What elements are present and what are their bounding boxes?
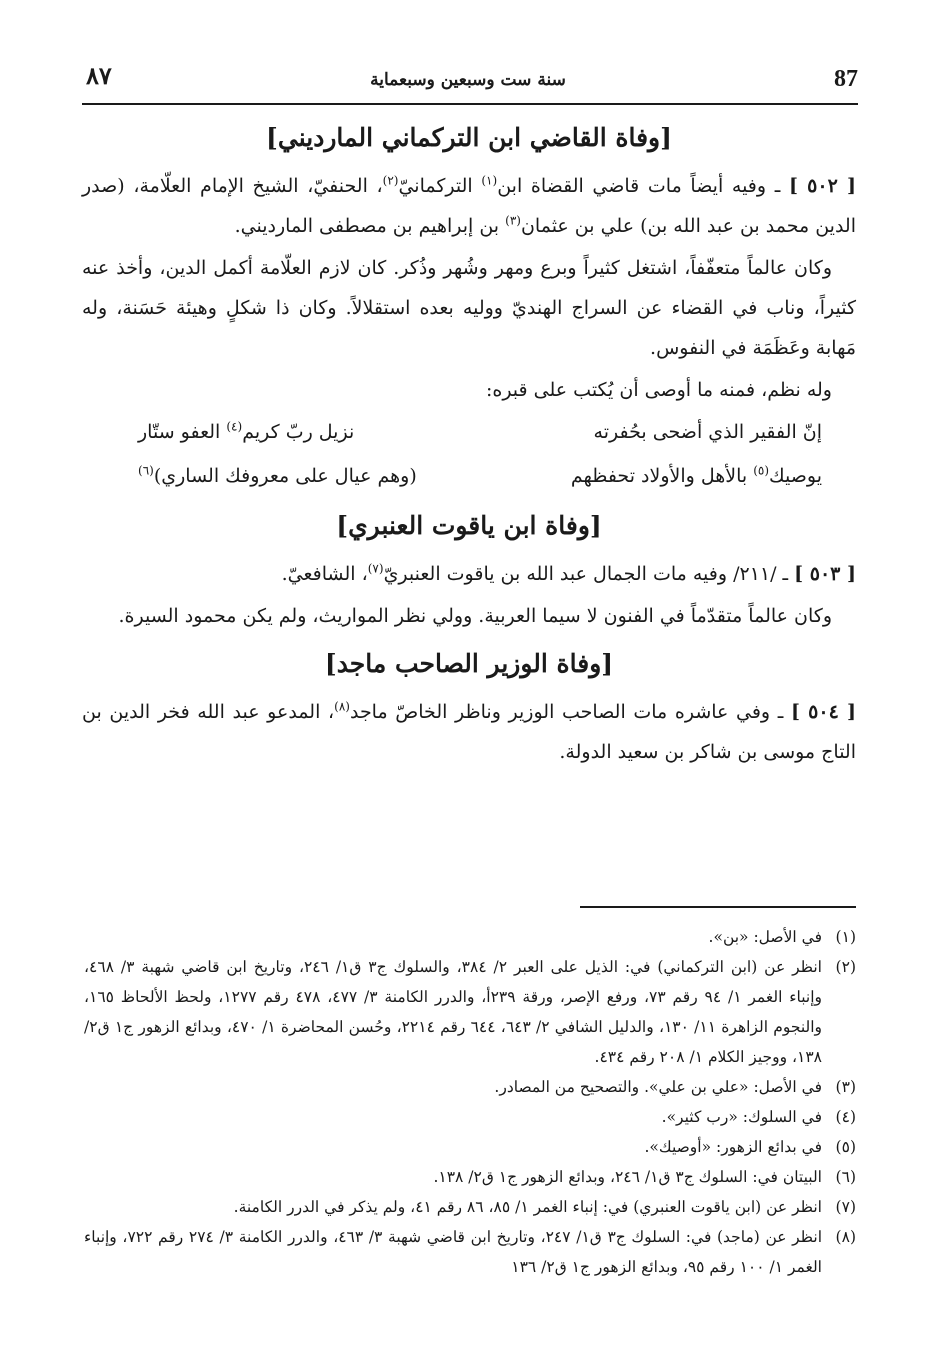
entry-text: ـ /٢١١/ وفيه مات الجمال عبد الله بن ياقوت العنبريّ	[383, 563, 795, 585]
page-number-arabic: ٨٧	[86, 64, 112, 90]
section-title: [وفاة القاضي ابن التركماني المارديني]	[266, 123, 672, 152]
entry-text: ، المدعو عبد الله فخر الدين بن التاج موسى بن شاكر بن سعيد الدولة.	[82, 701, 856, 763]
footnote-text: في الأصل: «بن».	[708, 928, 822, 946]
footnote-ref: (٥)	[753, 463, 770, 478]
verse-text: نزيل ربّ كريم	[242, 421, 355, 443]
entry-503	[82, 554, 856, 594]
footnote-text: في بدائع الزهور: «أوصيك».	[644, 1138, 822, 1156]
footnote-text: البيتان في: السلوك ج٣ ق١/ ٢٤٦، وبدائع الزهور ج١ ق٢/ ١٣٨.	[433, 1168, 822, 1186]
verse-text: يوصيك	[769, 465, 822, 487]
footnote-rule	[580, 906, 856, 908]
section-title: [وفاة الوزير الصاحب ماجد]	[324, 649, 614, 678]
footnote-number: (٣)	[835, 1078, 856, 1096]
entry-number: [ ٥٠٢ ]	[788, 175, 856, 197]
footnote-number: (٦)	[835, 1168, 856, 1186]
main-text	[82, 120, 856, 772]
footnote-number: (٤)	[835, 1108, 856, 1126]
footnote	[84, 1222, 856, 1282]
footnote	[84, 922, 856, 952]
verse-block	[82, 410, 856, 498]
footnote	[84, 1132, 856, 1162]
entry-text: ـ وفي عاشره مات الصاحب الوزير وناظر الخاصّ ماجد	[349, 701, 791, 723]
footnote-ref: (١)	[481, 173, 498, 188]
paragraph: وكان عالماً متقدّماً في الفنون لا سيما العربية. وولي نظر المواريث، ولم يكن محمود السيرة.	[118, 605, 832, 627]
footnote	[84, 952, 856, 1072]
section-title: [وفاة ابن ياقوت العنبري]	[336, 511, 602, 540]
verse-line	[82, 410, 856, 454]
footnote-ref: (٤)	[226, 419, 243, 434]
paragraph: وكان عالماً متعفّفاً، اشتغل كثيراً وبرع ومهر وشُهر وذُكر. كان لازم العلّامة أكمل الدين، وأخذ عنه كثيراً، وناب في القضاء عن السراج الهنديّ ووليه بعده استقلالاً. وكان ذا شكلٍ وهيئة حَسَنة، وله مَهابة وعَظَمَة في النفوس.	[82, 257, 856, 359]
entry-text: ـ وفيه أيضاً مات قاضي القضاة ابن	[497, 175, 789, 197]
hemistich	[138, 410, 354, 454]
hemistich	[571, 454, 822, 498]
verse-line	[82, 454, 856, 498]
entry-text: بن إبراهيم بن مصطفى المارديني.	[234, 215, 506, 237]
entry-text: التركمانيّ	[398, 175, 482, 197]
running-title: سنة ست وسبعين وسبعماية	[370, 70, 566, 90]
entry-number: [ ٥٠٣ ]	[794, 563, 856, 585]
entry-504	[82, 692, 856, 772]
hemistich	[138, 454, 417, 498]
footnote-number: (٨)	[835, 1228, 856, 1246]
entry-number: [ ٥٠٤ ]	[790, 701, 857, 723]
footnote-text: انظر عن (ابن ياقوت العنبري) في: إنباء الغمر ١/ ٨٥، ٨٦ رقم ٤١، ولم يذكر في الدرر الكامنة.	[233, 1198, 822, 1216]
footnote-number: (٢)	[835, 958, 856, 976]
verse-text: بالأهل والأولاد تحفظهم	[570, 465, 754, 487]
header-rule	[82, 103, 858, 105]
footnote-ref: (٣)	[505, 213, 521, 228]
footnote-number: (٥)	[835, 1138, 856, 1156]
hemistich: إنّ الفقير الذي أضحى بحُفرته	[593, 421, 822, 443]
footnote-number: (١)	[835, 928, 856, 946]
footnote	[84, 1192, 856, 1222]
paragraph: وله نظم، فمنه ما أوصى أن يُكتب على قبره:	[485, 379, 832, 401]
footnote-ref: (٧)	[367, 561, 384, 576]
footnote-text: في السلوك: «رب كثير».	[661, 1108, 822, 1126]
footnote-text: انظر عن (ماجد) في: السلوك ج٣ ق١/ ٢٤٧، وتاريخ ابن قاضي شهبة ٣/ ٤٦٣، والدرر الكامنة ٣/ ٢٧٤ رقم ٧٢٢، وإنباء الغمر ١/ ١٠٠ رقم ٩٥، وبدائع الزهور ج١ ق٢/ ١٣٦	[84, 1228, 823, 1276]
page-number-latin: 87	[834, 66, 858, 92]
footnote	[84, 1102, 856, 1132]
footnote	[84, 1072, 856, 1102]
footnote	[84, 1162, 856, 1192]
footnotes	[84, 922, 856, 1282]
footnote-ref: (٦)	[138, 463, 154, 478]
entry-text: ، الشافعيّ.	[281, 563, 368, 585]
verse-text: (وهم عيال على معروفك الساري)	[153, 465, 417, 487]
verse-text: العفو ستّار	[138, 421, 227, 443]
footnote-number: (٧)	[835, 1198, 856, 1216]
footnote-ref: (٢)	[382, 173, 399, 188]
footnote-ref: (٨)	[334, 699, 350, 714]
footnote-text: انظر عن (ابن التركماني) في: الذيل على العبر ٢/ ٣٨٤، والسلوك ج٣ ق١/ ٢٤٦، وتاريخ ابن قاضي شهبة ٣/ ٤٦٨، وإنباء الغمر ١/ ٩٤ رقم ٧٣، ورفع الإصر، ورقة ٢٣٩أ، والدرر الكامنة ٣/ ٤٧٧، ٤٧٨ رقم ١٢٧٧، ولحظ الألحاظ ١٦٥، والنجوم الزاهرة ١١/ ١٣٠، والدليل الشافي ٢/ ٦٤٣، ٦٤٤ رقم ٢٢١٤، وحُسن المحاضرة ١/ ٤٧٠، وبدائع الزهور ج١ ق٢/ ١٣٨، ووجيز الكلام ١/ ٢٠٨ رقم ٤٣٤.	[84, 958, 823, 1066]
entry-502	[82, 166, 856, 246]
footnote-text: في الأصل: «علي بن علي». والتصحيح من المصادر.	[494, 1078, 822, 1096]
entry-text: ، الحنفيّ، الشيخ الإمام العلّامة، (صدر الدين محمد بن عبد الله بن) علي بن عثمان	[82, 175, 856, 237]
